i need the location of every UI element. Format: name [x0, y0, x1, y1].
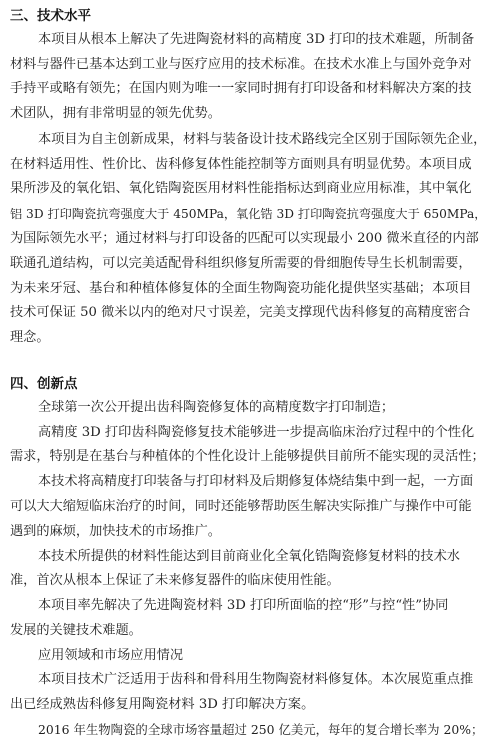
paragraph-line: 理念。 — [10, 330, 50, 346]
paragraph-line: 为未来牙冠、基台和种植体修复体的全面生物陶瓷功能化提供坚实基础；本项目 — [10, 280, 472, 296]
section-heading-innovation: 四、创新点 — [10, 375, 78, 392]
paragraph-line: 出已经成熟齿科修复用陶瓷材料 3D 打印解决方案。 — [10, 697, 315, 713]
paragraph-line: 需求，特别是在基台与种植体的个性化设计上能够提供目前所不能实现的灵活性； — [10, 449, 485, 465]
paragraph-line: 手持平或略有领先；在国内则为唯一一家同时拥有打印设备和材料解决方案的技 — [10, 81, 472, 97]
paragraph-line: 可以大大缩短临床治疗的时间，同时还能够帮助医生解决实际推广与操作中可能 — [10, 498, 472, 514]
paragraph-line: 材料与器件已基本达到工业与医疗应用的技术标准。在技术水准上与国外竞争对 — [10, 56, 472, 72]
paragraph-line: 准，首次从根本上保证了未来修复器件的临床使用性能。 — [10, 573, 340, 589]
paragraph-line: 本项目从根本上解决了先进陶瓷材料的高精度 3D 打印的技术难题，所制备 — [38, 31, 475, 47]
paragraph-line: 本技术将高精度打印装备与打印材料及后期修复体烧结集中到一起，一方面 — [38, 474, 474, 490]
paragraph-line: 本项目率先解决了先进陶瓷材料 3D 打印所面临的控“形”与控“性”协同 — [38, 598, 449, 614]
paragraph-line: 为国际领先水平；通过材料与打印设备的匹配可以实现最小 200 微米直径的内部 — [10, 231, 479, 247]
paragraph-line: 2016 年生物陶瓷的全球市场容量超过 250 亿美元，每年的复合增长率为 20%； — [38, 722, 484, 737]
paragraph-line: 在材料适用性、性价比、齿科修复体性能控制等方面则具有明显优势。本项目成 — [10, 156, 472, 172]
paragraph-line: 全球第一次公开提出齿科陶瓷修复体的高精度数字打印制造； — [38, 399, 395, 415]
paragraph-line: 本项目技术广泛适用于齿科和骨科用生物陶瓷材料修复体。本次展览重点推 — [38, 672, 474, 688]
paragraph-line: 联通孔道结构，可以完美适配骨科组织修复所需要的骨细胞传导生长机制需要， — [10, 255, 472, 271]
paragraph-line: 果所涉及的氧化铝、氧化锆陶瓷医用材料性能指标达到商业应用标准，其中氧化 — [10, 181, 472, 197]
paragraph-line: 技术可保证 50 微米以内的绝对尺寸误差，完美支撑现代齿科修复的高精度密合 — [10, 305, 471, 321]
paragraph-line: 铝 3D 打印陶瓷抗弯强度大于 450MPa，氧化锆 3D 打印陶瓷抗弯强度大于 650MPa， — [10, 207, 487, 222]
paragraph-line: 本技术所提供的材料性能达到目前商业化全氧化锆陶瓷修复材料的技术水 — [38, 548, 460, 564]
paragraph-line: 遇到的麻烦，加快技术的市场推广。 — [10, 523, 221, 539]
paragraph-line: 本项目为自主创新成果，材料与装备设计技术路线完全区别于国际领先企业， — [38, 131, 487, 147]
section-heading-tech-level: 三、技术水平 — [10, 8, 91, 24]
paragraph-line: 术团队，拥有非常明显的领先优势。 — [10, 106, 221, 122]
subheading-line: 应用领域和市场应用情况 — [38, 647, 184, 663]
paragraph-line: 高精度 3D 打印齿科陶瓷修复技术能够进一步提高临床治疗过程中的个性化 — [38, 424, 475, 440]
paragraph-line: 发展的关键技术难题。 — [10, 622, 142, 638]
